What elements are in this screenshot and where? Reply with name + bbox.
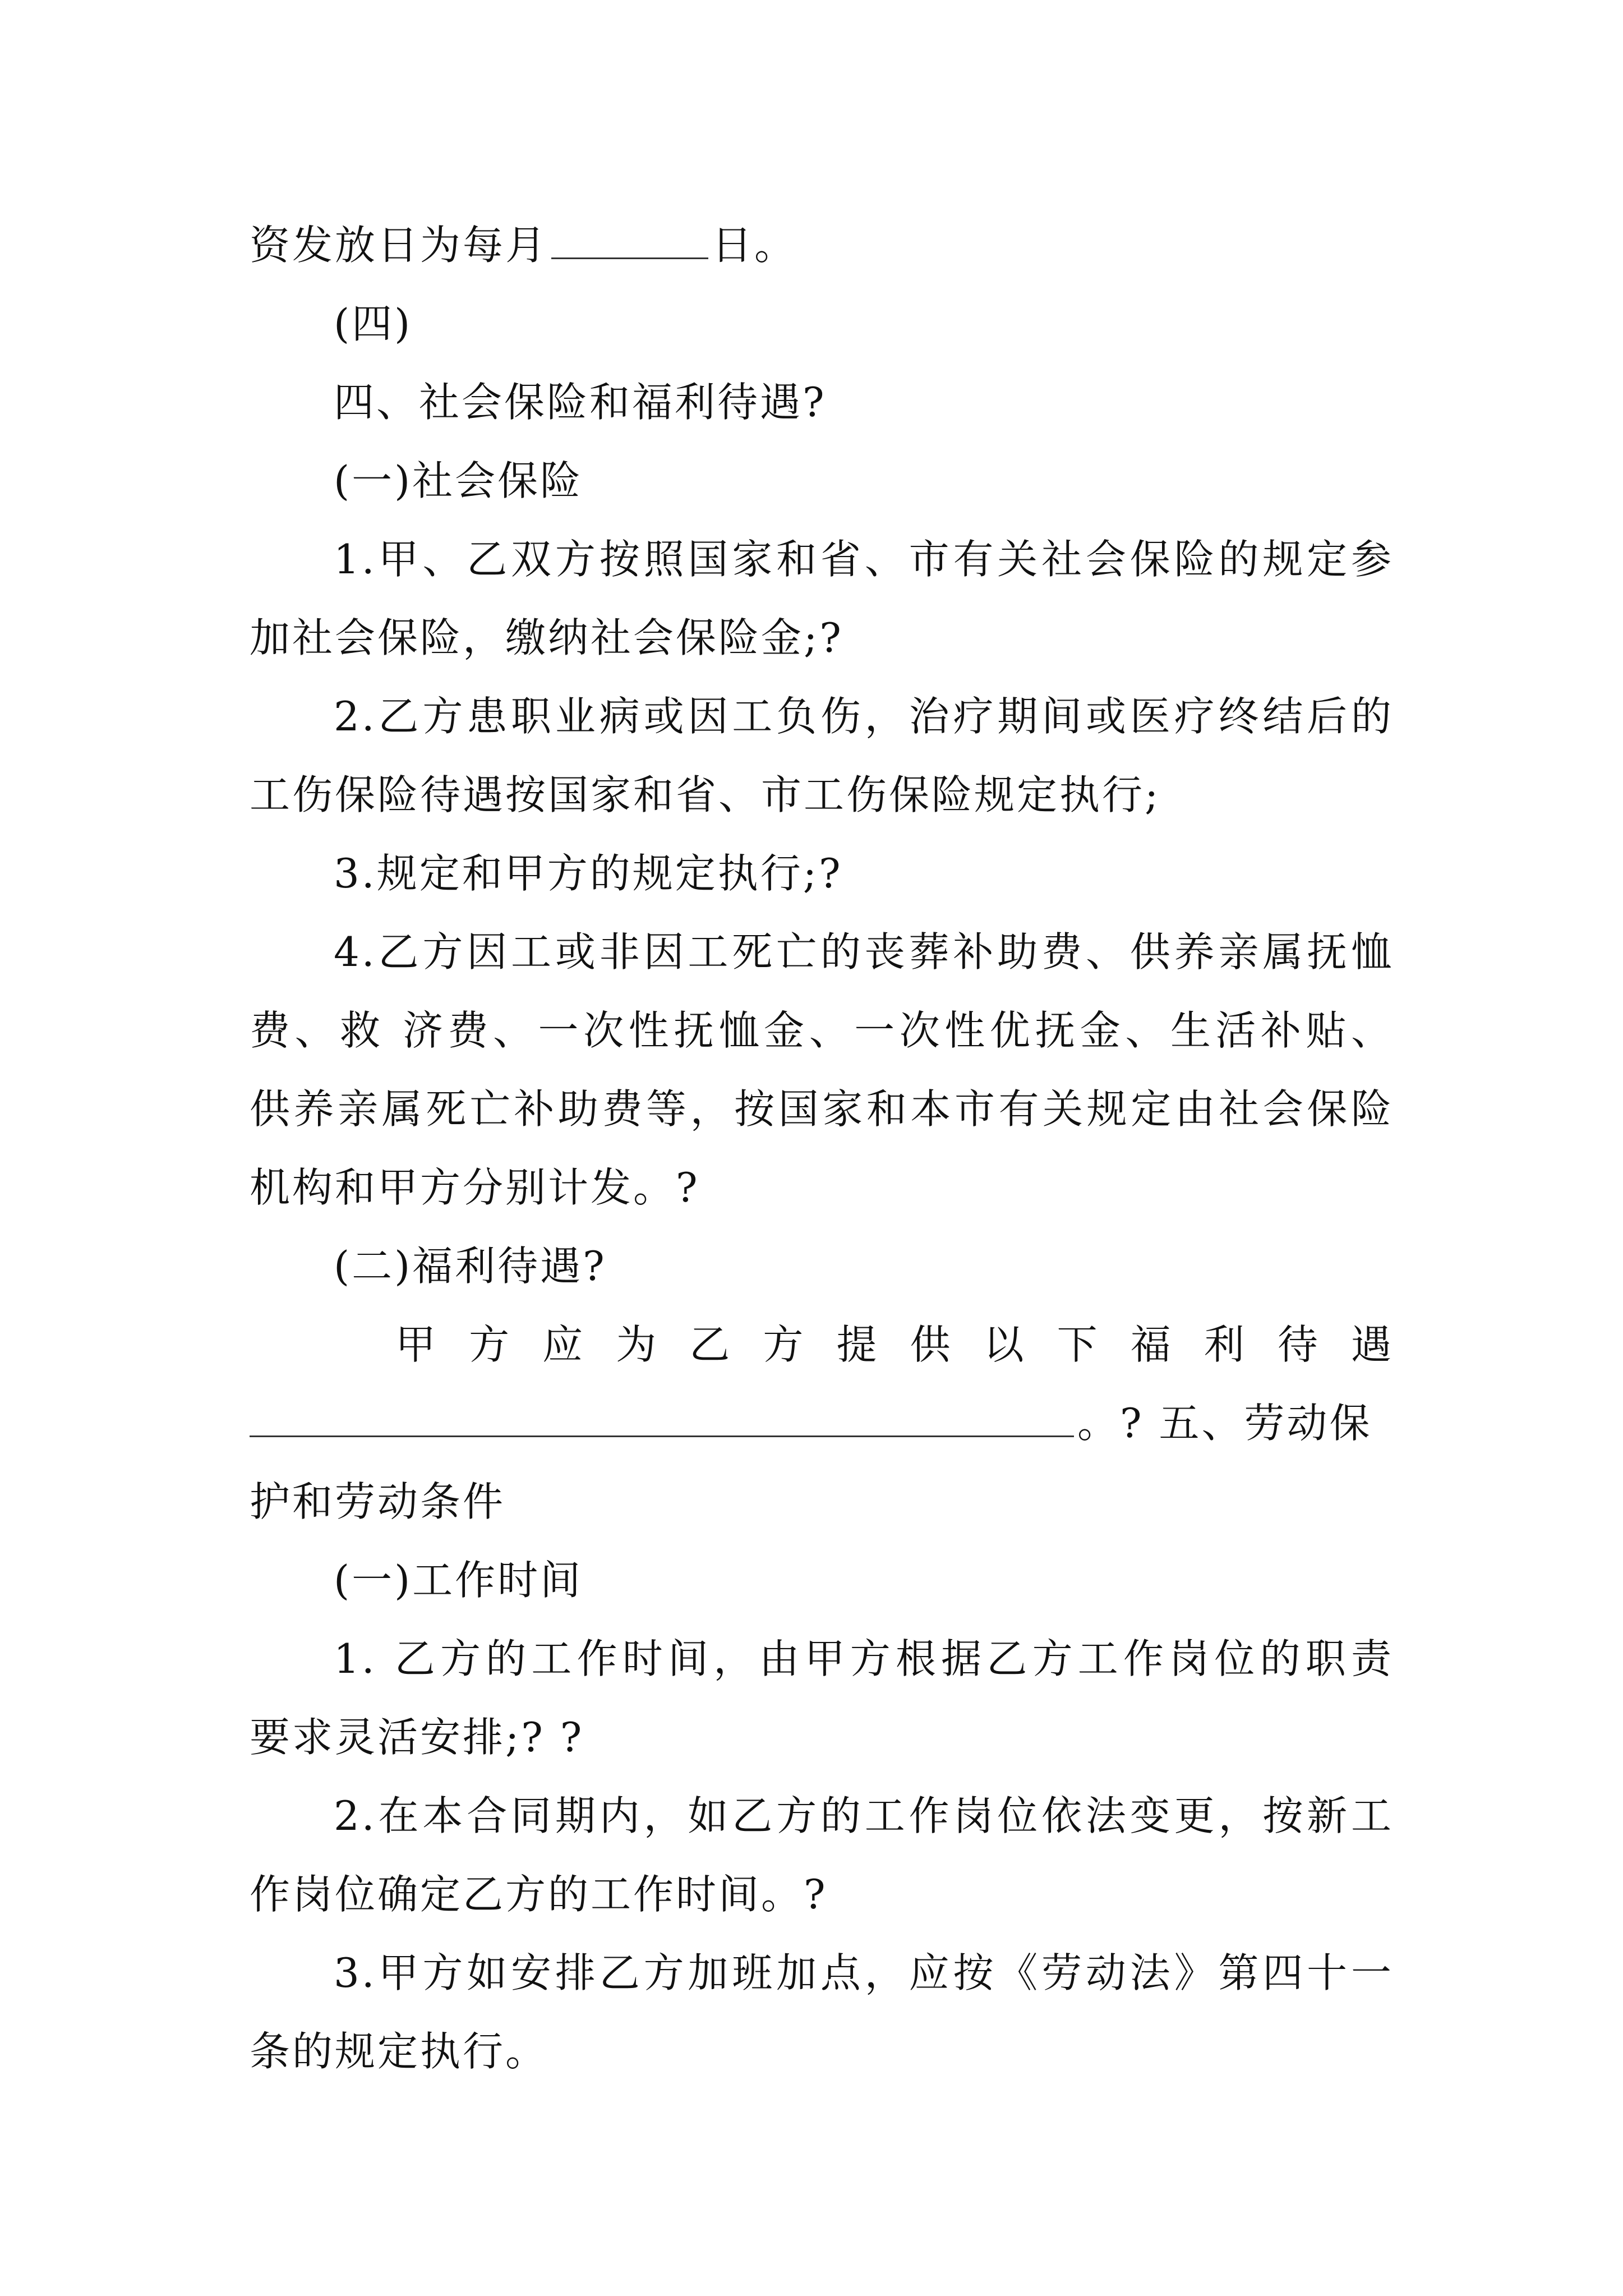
fill-in-blank [551,223,708,259]
text-fragment: 日。 [712,222,797,269]
text-line: 要求灵活安排;? ? [250,1714,584,1761]
text-line: 3.规定和甲方的规定执行;? [334,850,843,897]
text-line: 甲方应为乙方提供以下福利待遇 [395,1321,1394,1368]
subsection-heading: (二)福利待遇? [334,1243,607,1290]
text-line: 4.乙方因工或非因工死亡的丧葬补助费、供养亲属抚恤 [334,928,1394,976]
text-line: 工伤保险待遇按国家和省、市工伤保险规定执行; [250,771,1161,818]
text-line: 1. 乙方的工作时间，由甲方根据乙方工作岗位的职责 [334,1635,1394,1682]
text-line: 条的规定执行。 [250,2028,548,2075]
text-line: 供养亲属死亡补助费等，按国家和本市有关规定由社会保险 [250,1085,1394,1133]
text-line: 2.乙方患职业病或因工负伤，治疗期间或医疗终结后的 [334,693,1394,740]
subsection-heading: (一)工作时间 [334,1557,583,1604]
text-line: 3.甲方如安排乙方加班加点，应按《劳动法》第四十一 [334,1949,1394,1996]
text-line: (四) [334,300,413,347]
text-line: 机构和甲方分别计发。? [250,1164,700,1211]
section-heading: 四、社会保险和福利待遇? [334,379,827,426]
text-line: 1.甲、乙双方按照国家和省、市有关社会保险的规定参 [334,536,1394,583]
fill-in-blank [250,1401,1074,1437]
text-line: 2.在本合同期内，如乙方的工作岗位依法变更，按新工 [334,1792,1394,1839]
text-line: 费、救 济费、一次性抚恤金、一次性优抚金、生活补贴、 [250,1007,1394,1054]
text-line [250,203,1394,287]
text-line: 作岗位确定乙方的工作时间。? [250,1871,828,1918]
subsection-heading: (一)社会保险 [334,457,583,504]
text-line: 加社会保险，缴纳社会保险金;? [250,614,843,661]
text-fragment: 。? 五、劳动保 [1077,1400,1372,1447]
text-fragment: 资发放日为每月 [250,222,548,269]
text-line [250,1381,1394,1465]
text-line: 护和劳动条件 [250,1478,506,1525]
